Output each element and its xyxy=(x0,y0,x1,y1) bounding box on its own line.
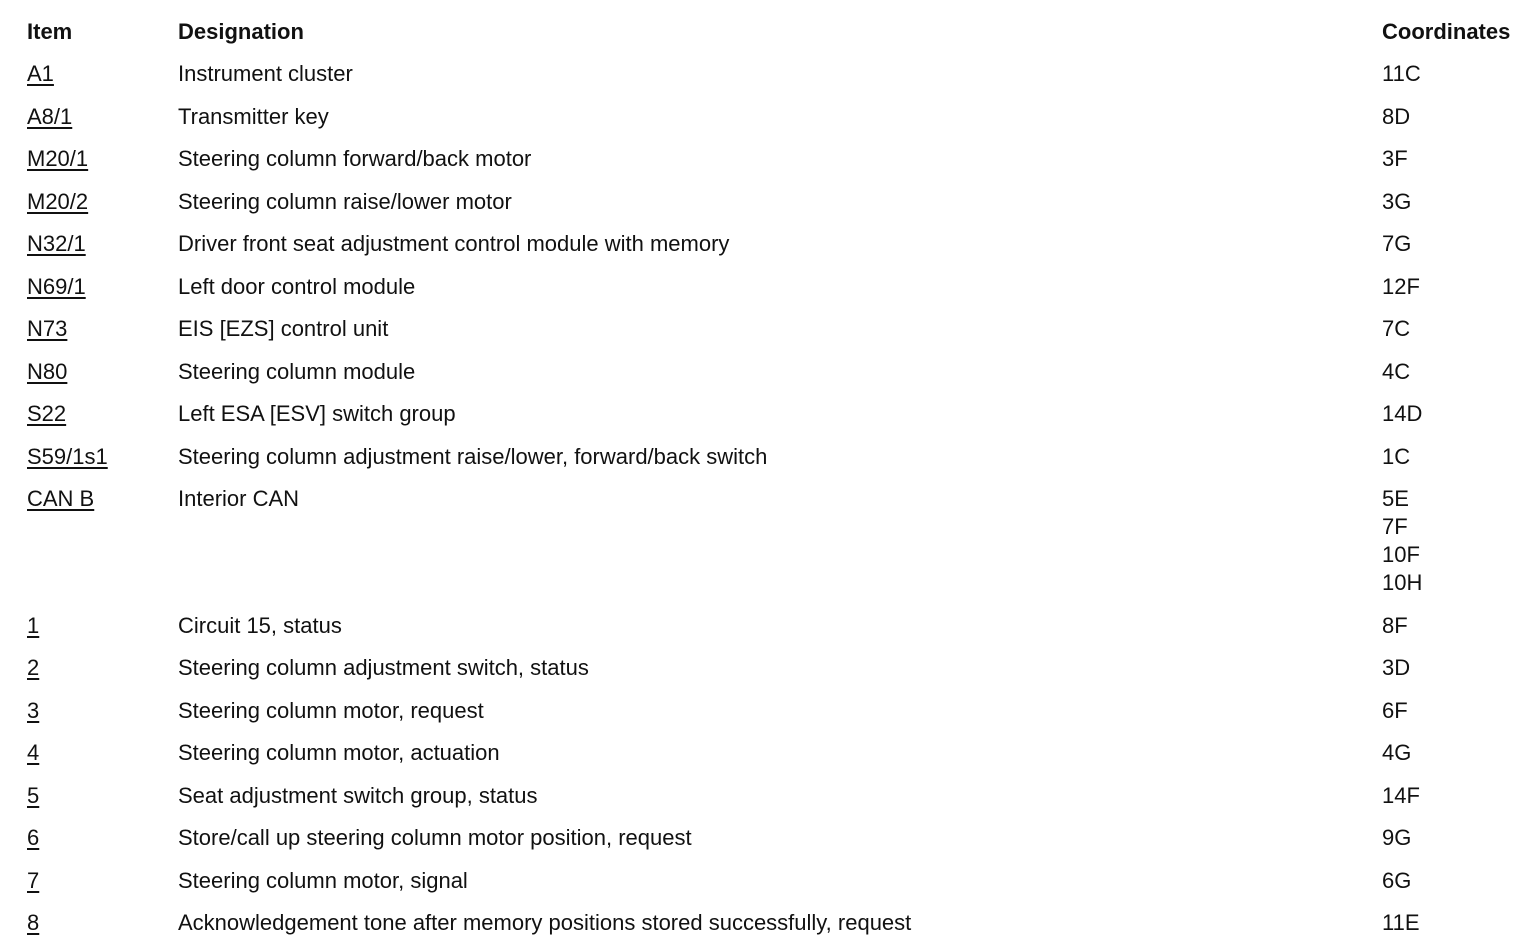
coordinates xyxy=(1382,60,1421,88)
item-link[interactable]: 6 xyxy=(27,825,40,850)
coordinate: 7G xyxy=(1382,231,1412,256)
coordinate: 14F xyxy=(1382,783,1420,808)
item-link[interactable]: A1 xyxy=(27,61,54,86)
item-link[interactable]: N80 xyxy=(27,359,68,384)
designation: Steering column module xyxy=(178,359,416,384)
coordinate: 8F xyxy=(1382,613,1408,638)
coordinate: 11E xyxy=(1382,910,1420,935)
designation: Left ESA [ESV] switch group xyxy=(178,401,456,426)
item-link[interactable]: 5 xyxy=(27,783,40,808)
coordinates xyxy=(1382,103,1410,131)
header-coordinates: Coordinates xyxy=(1382,19,1511,44)
coordinates xyxy=(1382,697,1408,725)
item-link[interactable]: 3 xyxy=(27,698,40,723)
item-link[interactable]: N32/1 xyxy=(27,231,86,256)
item-link[interactable]: N73 xyxy=(27,316,68,341)
item-link[interactable]: N69/1 xyxy=(27,274,86,299)
coordinates xyxy=(1382,782,1420,810)
designation: Steering column adjustment switch, status xyxy=(178,655,589,680)
coordinate: 4C xyxy=(1382,359,1411,384)
coordinate: 3D xyxy=(1382,655,1411,680)
item-link[interactable]: 8 xyxy=(27,910,40,935)
coordinates xyxy=(1382,867,1411,895)
designation: Instrument cluster xyxy=(178,61,353,86)
coordinate: 9G xyxy=(1382,825,1412,850)
coordinates xyxy=(1382,909,1420,937)
designation: Seat adjustment switch group, status xyxy=(178,783,538,808)
designation: Transmitter key xyxy=(178,104,329,129)
item-link[interactable]: S22 xyxy=(27,401,67,426)
designation: Steering column motor, request xyxy=(178,698,484,723)
designation: Store/call up steering column motor position, request xyxy=(178,825,692,850)
designation: Steering column motor, signal xyxy=(178,868,468,893)
coordinates xyxy=(1382,145,1408,173)
designation: Circuit 15, status xyxy=(178,613,342,638)
coordinates xyxy=(1382,400,1422,428)
coordinates xyxy=(1382,273,1420,301)
coordinate: 12F xyxy=(1382,274,1420,299)
coordinates xyxy=(1382,358,1410,386)
coordinate: 7C xyxy=(1382,316,1411,341)
item-link[interactable]: M20/2 xyxy=(27,189,89,214)
coordinate: 6G xyxy=(1382,868,1412,893)
coordinates xyxy=(1382,485,1422,597)
coordinate: 4G xyxy=(1382,740,1412,765)
item-link[interactable]: 4 xyxy=(27,740,40,765)
coordinate: 7F xyxy=(1382,514,1408,539)
item-link[interactable]: CAN B xyxy=(27,486,95,511)
item-link[interactable]: 2 xyxy=(27,655,40,680)
coordinates xyxy=(1382,824,1411,852)
designation: Acknowledgement tone after memory positions stored successfully, request xyxy=(178,910,912,935)
coordinate: 1C xyxy=(1382,444,1411,469)
item-link[interactable]: A8/1 xyxy=(27,104,73,129)
coordinate: 3F xyxy=(1382,146,1408,171)
item-link[interactable]: 7 xyxy=(27,868,40,893)
coordinate: 5E xyxy=(1382,486,1409,511)
header-item: Item xyxy=(27,19,73,44)
coordinate: 11C xyxy=(1382,61,1421,86)
designation: EIS [EZS] control unit xyxy=(178,316,389,341)
designation: Interior CAN xyxy=(178,486,300,511)
header-designation: Designation xyxy=(178,19,304,44)
item-link[interactable]: S59/1s1 xyxy=(27,444,108,469)
designation: Left door control module xyxy=(178,274,416,299)
coordinates xyxy=(1382,739,1411,767)
coordinate: 8D xyxy=(1382,104,1411,129)
coordinates xyxy=(1382,315,1410,343)
item-link[interactable]: M20/1 xyxy=(27,146,89,171)
coordinates xyxy=(1382,612,1408,640)
coordinates xyxy=(1382,443,1410,471)
coordinate: 14D xyxy=(1382,401,1423,426)
coordinates xyxy=(1382,654,1410,682)
coordinate: 10H xyxy=(1382,570,1423,595)
designation: Steering column forward/back motor xyxy=(178,146,532,171)
designation: Steering column raise/lower motor xyxy=(178,189,512,214)
designation: Steering column adjustment raise/lower, forward/back switch xyxy=(178,444,768,469)
coordinate: 10F xyxy=(1382,542,1420,567)
designation: Steering column motor, actuation xyxy=(178,740,500,765)
coordinate: 3G xyxy=(1382,189,1412,214)
coordinates xyxy=(1382,230,1411,258)
designation: Driver front seat adjustment control module with memory xyxy=(178,231,730,256)
coordinates xyxy=(1382,188,1411,216)
coordinate: 6F xyxy=(1382,698,1408,723)
item-link[interactable]: 1 xyxy=(27,613,40,638)
